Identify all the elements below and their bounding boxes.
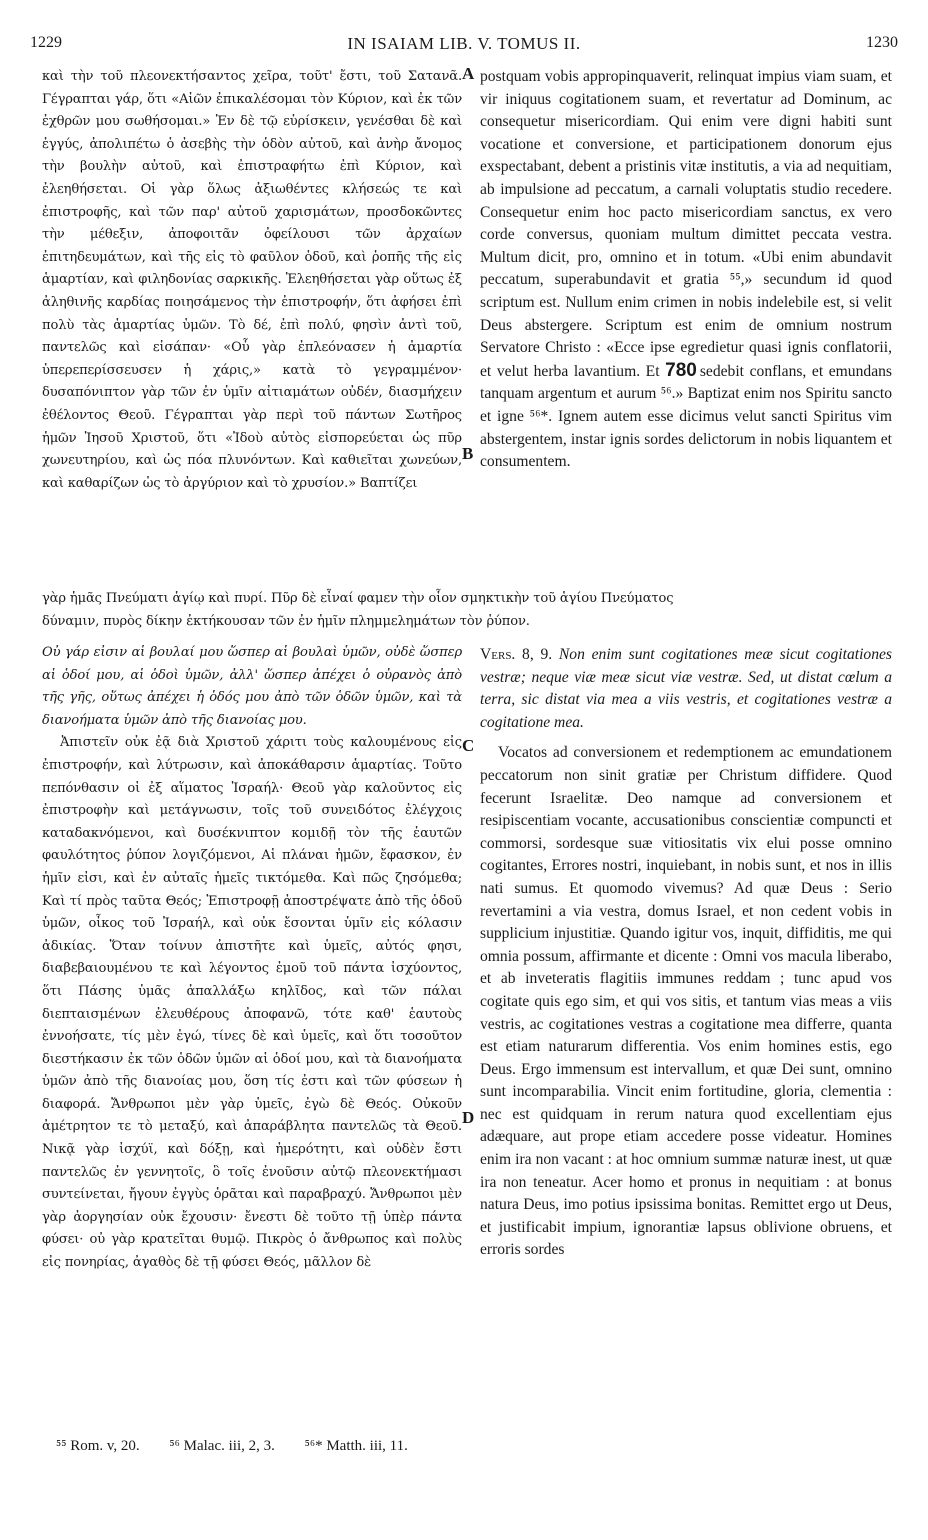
footnotes (56, 1438, 434, 1455)
latin-paragraph-1a (480, 66, 892, 474)
margin-marker-c: C (462, 736, 475, 755)
greek-paragraph-2: Ἀπιστεῖν οὐκ ἐᾷ διὰ Χριστοῦ χάριτι τοὺς καλουμένους εἰς ἐπιστροφήν, καὶ λύτρωσιν, καὶ ἀποκάθαρσιν ἁμαρτίας. Τοῦτο πεπόνθασιν οἱ ἐξ αἵματος Ἰσραήλ· Θεοῦ γὰρ καλοῦντος εἰς ἐπιστροφὴν καὶ μετάγνωσιν, τοῖς τοῦ συνειδότος ἐλέγχοις καταδακνόμενοι, καὶ δυσέκνιπτον κομιδῇ τὸν τῆς ἑαυτῶν φαυλότητος ῥύπον λογιζόμενοι, Αἱ πλάναι ἡμῶν, ἔφασκον, ἐν ἡμῖν εἰσι, καὶ ἐν αὐταῖς ἡμεῖς τικτόμεθα. Καὶ πῶς ζησόμεθα; Καὶ τί πρὸς ταῦτα Θεός; Ἐπιστροφῇ ἀποστρέψατε ἀπὸ τῆς ὁδοῦ ὑμῶν, οἶκος τοῦ Ἰσραήλ, καὶ οὐκ ἔσονται ὑμῖν εἰς κόλασιν ἀδικίας. Ὅταν τοίνυν ἀπιστῆτε καὶ ὑμεῖς, αὐτός φησι, διαβεβαιουμένου τε καὶ λέγοντος ἐμοῦ τοῦ πάντα ἰσχύοντος, ὅτι Πάσης ὑμᾶς ἀπαλλάξω κηλῖδος, καὶ τῶν πάλαι διεπταισμένων ἐλευθέρους ἀποφανῶ, τότε καθ' ἑαυτοὺς ἐννοήσατε, τίς μὲν ἐγώ, τίνες δὲ καὶ ὑμεῖς, καὶ ὅτι τοσοῦτον διεστήκασιν ἐκ τῶν ὁδῶν ὑμῶν αἱ ὁδοί μου, καὶ τὰ διανοήματα ὑμῶν ἀπὸ τῆς διανοίας μου, ὅση τίς ἐστι καὶ τῶν φύσεων ἡ διαφορά. Ἄνθρωποι μὲν γὰρ ὑμεῖς, ἐγὼ δὲ Θεός. Οὐκοῦν ἀμέτρητον τε τὸ μεταξύ, καὶ ἀπαράβλητα παντελῶς τὰ Θεοῦ. Νικᾷ γὰρ ἰσχύϊ, καὶ δόξῃ, καὶ ἡμερότητι, καὶ οὐδὲν ἔστι παντελῶς ἐν γεννητοῖς, ὃ τοῖς ἐνοῦσιν αὐτῷ πλεονεκτήμασι συντείνεται, ἤγουν ἐγγὺς ὁρᾶται καὶ παραβραχύ. Ἄνθρωποι μὲν γὰρ ἀοργησίαν οὐκ ἔχουσιν· ἔνεστι δὲ τοῦτο τῇ ὑπὲρ πάντα φύσει· οὐ γὰρ κρατεῖται θυμῷ. Πικρὸς ὁ ἄνθρωπος καὶ πολὺς εἰς πονηρίας, ἀγαθὸς δὲ τῇ φύσει Θεός, μᾶλλον δὲ (42, 735, 462, 1271)
greek-overflow-line-1: γὰρ ἡμᾶς Πνεύματι ἁγίῳ καὶ πυρί. Πῦρ δὲ εἶναί φαμεν τὴν οἷον σμηκτικὴν τοῦ ἁγίου Πνεύματος (42, 591, 674, 606)
margin-marker-d: D (462, 1108, 475, 1127)
latin-column-lower (480, 636, 892, 1262)
running-title: IN ISAIAM LIB. V. TOMUS II. (347, 34, 581, 53)
page-number-right: 1230 (866, 34, 898, 51)
greek-overflow-line-2: δύναμιν, πυρὸς δίκην ἐκτήκουσαν τῶν ἐν ἡμῖν πλημμελημάτων τὸν ῥύπον. (42, 613, 530, 629)
page-header (30, 34, 898, 62)
greek-overflow-lines (42, 588, 892, 633)
footnote-56: ⁵⁶ Malac. iii, 2, 3. (169, 1438, 275, 1454)
latin-paragraph-1a-text: postquam vobis appropinquaverit, relinquat impius viam suam, et vir iniquus cogitationem suam, et revertatur ad Dominum, ac consequetur misericordiam. Qui enim vere digni habiti sunt vocatione et conversione, et participationem donorum ejus exspectabant, debent a pristinis vitæ institutis, a via ad nequitiam, ab impulsione ad peccatum, a carnali voluptatis studio recedere. Consequetur enim hoc pacto misericordiam sanctus, ex vero corde conversus, quoniam multum dimittet peccata vestra. Multum dicit, pro, omnino et in totum. «Ubi enim abundavit peccatum, superabundavit et gratia ⁵⁵,» secundum id quod scriptum est. Nullum enim crimen in nobis indelebile est, si velit Deus abstergere. Scriptum est enim de omnium nostrum Servatore Christo : «Ecce ipse egredietur quasi ignis conflatorii, et velut herba lavantium. Et (480, 68, 892, 380)
margin-marker-b: B (462, 444, 474, 463)
latin-verse (480, 644, 892, 734)
column-number-780: 780 (665, 359, 697, 381)
latin-paragraph-2: Vocatos ad conversionem et redemptionem ac emundationem peccatorum non sinit gratiæ per Christum diffidere. Quod fecerunt Israelitæ. Deo namque ad conversionem et resipiscentiam vocante, accusationibus conscientiæ compuncti et commorsi, sordesque suæ vitiositatis vix elui posse omnino cogitantes, Errores nostri, inquiebant, in nobis sunt, et nos in illis nati sumus. Et quomodo vivemus? Ad quæ Deus : Serio revertamini a via vestra, domus Israel, et non cedent vobis in supplicium injustitiæ. Quando igitur vos, inquit, diffiditis, me qui omnia possum, affirmante et dicente : Omni vos macula liberabo, et ab inveteratis flagitiis immunes reddam ; tunc apud vos cogitate quis ego sim, et qui vos sitis, et tantum vias meas a viis vestris, ac cogitationes vestras a cogitatione mea differre, quanta est etiam naturarum differentia. Vos enim homines estis, ego Deus. Ergo immensum est intervallum, et quæ Dei sunt, omnino sunt incomparabilia. Vincit enim fortitudine, gloria, clementia : nec est quidquam in rerum natura quod excellentiam ejus adæquare, aut prope etiam accedere posse videatur. Homines enim ira non vacant : at hoc omnium summæ naturæ inest, ut quæ ira non teneatur. Acer homo et pronus in nequitiam : at bonus natura Deus, imo potius ipsissima bonitas. Remittet ergo ut Deus, et justificabit impium, ignorantiæ lapsus oblivione obruens, et erroris sordes (480, 744, 892, 1259)
greek-verse: Οὐ γάρ εἰσιν αἱ βουλαί μου ὥσπερ αἱ βουλαὶ ὑμῶν, οὐδὲ ὥσπερ αἱ ὁδοί μου, αἱ ὁδοὶ ὑμῶν, ἀλλ' ὥσπερ ἀπέχει ὁ οὐρανὸς ἀπὸ τῆς γῆς, οὕτως ἀπέχει ἡ ὁδός μου ἀπὸ τῶν ὁδῶν ὑμῶν, καὶ τὰ διανοήματα ὑμῶν ἀπὸ τῆς διανοίας μου. (42, 645, 462, 728)
latin-paragraph-1b-text: sedebit conflans, et emundans tanquam argentum et aurum ⁵⁶.» Baptizat enim nos Spiritu sancto et igne ⁵⁶*. Ignem autem esse dicimus velut sancti Spiritus vim abstergentem, instar ignis sordes delictorum in nobis liquantem et consumentem. (480, 362, 892, 471)
greek-column (42, 66, 462, 495)
footnote-55: ⁵⁵ Rom. v, 20. (56, 1438, 140, 1454)
page-number-left: 1229 (30, 34, 62, 51)
greek-paragraph-1: καὶ τὴν τοῦ πλεονεκτήσαντος χεῖρα, τοῦτ' ἔστι, τοῦ Σατανᾶ. Γέγραπται γάρ, ὅτι «Αἰῶν ἐπικαλέσομαι τὸν Κύριον, καὶ ἐκ τῶν ἐχθρῶν μου σωθήσομαι.» Ἐν δὲ τῷ εὑρίσκειν, γενέσθαι δὲ καὶ ἐγγύς, ἀπολιπέτω ὁ ἀσεβὴς τὴν ὁδὸν αὐτοῦ, καὶ ἀνὴρ ἄνομος τὴν βουλὴν αὐτοῦ, καὶ ἐπιστραφήτω ἐπὶ Κύριον, καὶ ἐλεηθήσεται. Οἱ γὰρ ὅλως ἀξιωθέντες κλήσεώς τε καὶ ἐπιστροφῆς, καὶ τῶν παρ' αὐτοῦ χαρισμάτων, προσδοκῶντες τὴν μέθεξιν, ἀποφοιτᾶν ὀφείλουσι τῶν ἀρχαίων ἐπιτηδευμάτων, καὶ τῆς εἰς τὸ φαῦλον ὁδοῦ, καὶ ῥοπῆς τῆς εἰς ἁμαρτίαν, καὶ φιληδονίας σαρκικῆς. Ἐλεηθήσεται γὰρ οὕτως ἐξ ἀληθινῆς καρδίας ποιησάμενος τὴν ἐπιστροφήν, ὅτι ἀφήσει ἐπὶ πολὺ τὰς ἁμαρτίας ὑμῶν. Τὸ δέ, ἐπὶ πολύ, φησὶν ἀντὶ τοῦ, παντελῶς καὶ εἰσάπαν· «Οὗ γὰρ ἐπλεόνασεν ἡ ἁμαρτία ὑπερεπερίσσευσεν ἡ χάρις,» κατὰ τὸ γεγραμμένον· δυσαπόνιπτον γὰρ τῶν ἐν ὑμῖν αἰτιαμάτων οὐδέν, διασμήχειν ἐθέλοντος Θεοῦ. Γέγραπται γὰρ περὶ τοῦ πάντων Σωτῆρος ἡμῶν Ἰησοῦ Χριστοῦ, ὅτι «Ἰδοὺ αὐτὸς εἰσπορεύεται ὡς πῦρ χωνευτηρίου, καὶ ὡς πόα πλυνόντων. Καὶ καθιεῖται χωνεύων, καὶ καθαρίζων ὡς τὸ ἀργύριον καὶ τὸ χρυσίον.» Βαπτίζει (42, 69, 462, 491)
greek-column-lower (42, 636, 462, 1275)
verse-label: Vers. 8, 9. (480, 646, 553, 663)
footnote-56-star: ⁵⁶* Matth. iii, 11. (304, 1438, 408, 1454)
margin-marker-a: A (462, 64, 475, 83)
latin-verse-text: Non enim sunt cogitationes meæ sicut cogitationes vestræ; neque viæ meæ sicut viæ vestræ. Sed, ut distat cœlum a terra, sic distat via mea a viis vestris, et cogitationes vestræ a cogitatione mea. (480, 646, 892, 731)
latin-column (480, 66, 892, 474)
